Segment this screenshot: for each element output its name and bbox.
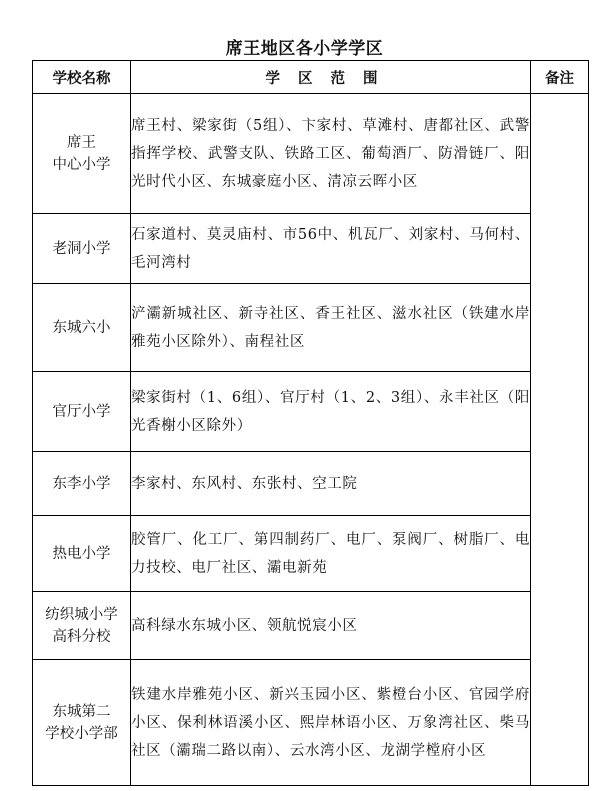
school-name-line: 老洞小学 xyxy=(52,240,111,257)
district-range-cell: 胶管厂、化工厂、第四制药厂、电厂、泵阀厂、树脂厂、电力技校、电厂社区、灞电新苑 xyxy=(131,516,531,592)
school-name-line: 高科分校 xyxy=(52,628,111,645)
table-row xyxy=(33,94,589,214)
school-name-line: 学校小学部 xyxy=(45,725,118,742)
table-row xyxy=(33,516,589,592)
table-row xyxy=(33,452,589,516)
school-name-line: 东城第二 xyxy=(52,703,111,720)
note-cell xyxy=(531,94,589,786)
district-range-cell: 席王村、梁家街（5组）、卞家村、草滩村、唐都社区、武警指挥学校、武警支队、铁路工区、葡萄酒厂、防滑链厂、阳光时代小区、东城豪庭小区、清凉云晖小区 xyxy=(131,94,531,214)
header-school-name: 学校名称 xyxy=(33,61,131,94)
school-name-line: 东城六小 xyxy=(52,319,111,336)
header-district-range: 学区范围 xyxy=(131,61,531,94)
table-row xyxy=(33,660,589,786)
school-name-cell xyxy=(33,284,131,372)
school-name-cell xyxy=(33,452,131,516)
school-name-line: 官厅小学 xyxy=(52,403,111,420)
school-name-line: 热电小学 xyxy=(52,545,111,562)
table-row xyxy=(33,284,589,372)
header-note: 备注 xyxy=(531,61,589,94)
district-range-cell: 梁家街村（1、6组）、官厅村（1、2、3组）、永丰社区（阳光香榭小区除外） xyxy=(131,372,531,452)
school-district-table xyxy=(32,60,589,786)
school-name-cell xyxy=(33,94,131,214)
school-name-line: 席王 xyxy=(67,134,96,151)
school-name-cell xyxy=(33,660,131,786)
district-range-cell: 铁建水岸雅苑小区、新兴玉园小区、紫橙台小区、官园学府小区、保利林语溪小区、熙岸林语小区、万象湾社区、柴马社区（灞瑞二路以南）、云水湾小区、龙湖学樘府小区 xyxy=(131,660,531,786)
table-row xyxy=(33,214,589,284)
school-name-line: 纺织城小学 xyxy=(45,606,118,623)
table-row xyxy=(33,592,589,660)
table-row xyxy=(33,372,589,452)
school-name-cell xyxy=(33,372,131,452)
district-range-cell: 高科绿水东城小区、领航悦宸小区 xyxy=(131,592,531,660)
district-range-cell: 李家村、东风村、东张村、空工院 xyxy=(131,452,531,516)
document-title: 席王地区各小学学区 xyxy=(225,39,384,59)
school-name-cell xyxy=(33,592,131,660)
school-name-cell xyxy=(33,214,131,284)
school-name-line: 中心小学 xyxy=(52,156,111,173)
table-header-row xyxy=(33,61,589,94)
district-range-cell: 石家道村、莫灵庙村、市56中、机瓦厂、刘家村、马何村、毛河湾村 xyxy=(131,214,531,284)
district-range-cell: 浐灞新城社区、新寺社区、香王社区、滋水社区（铁建水岸雅苑小区除外）、南程社区 xyxy=(131,284,531,372)
school-name-line: 东李小学 xyxy=(52,475,111,492)
school-name-cell xyxy=(33,516,131,592)
